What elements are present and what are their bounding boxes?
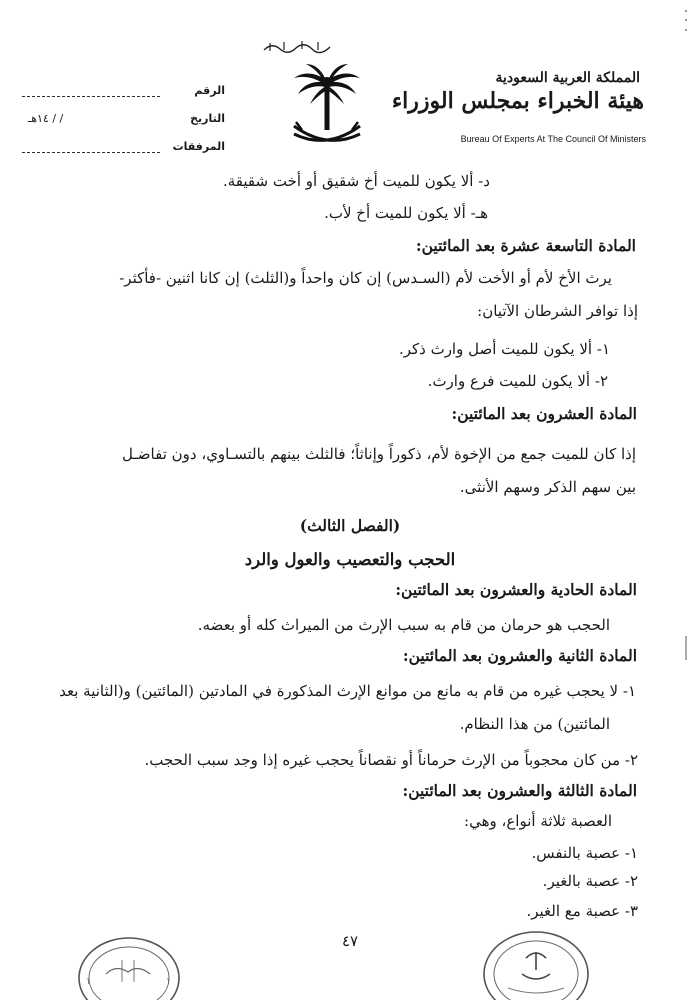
article-219-condition-2: ٢- ألا يكون للميت فرع وارث. xyxy=(427,372,608,390)
attachments-field xyxy=(20,140,225,160)
number-line xyxy=(22,96,160,97)
attachments-line xyxy=(22,152,160,153)
page-number: ٤٧ xyxy=(341,932,359,950)
number-field xyxy=(20,84,225,104)
article-219-condition-1: ١- ألا يكون للميت أصل وارث ذكر. xyxy=(398,340,610,358)
org-name-en: Bureau Of Experts At The Council Of Ministers xyxy=(460,134,646,144)
article-220-heading: المادة العشرون بعد المائتين: xyxy=(451,404,637,423)
article-220-text-2: بين سهم الذكر وسهم الأنثى. xyxy=(459,478,636,496)
article-221-heading: المادة الحادية والعشرون بعد المائتين: xyxy=(395,580,637,599)
clause-d: د- ألا يكون للميت أخ شقيق أو أخت شقيقة. xyxy=(222,172,490,190)
article-222-heading: المادة الثانية والعشرون بعد المائتين: xyxy=(402,646,637,665)
article-222-text-3: ٢- من كان محجوباً من الإرث حرماناً أو نقصاناً يحجب غيره إذا وجد سبب الحجب. xyxy=(144,751,638,769)
stamp-right-icon xyxy=(482,928,590,1000)
date-value: / / ١٤هـ xyxy=(28,112,64,125)
date-field xyxy=(20,112,225,132)
article-221-text: الحجب هو حرمان من قام به سبب الإرث من الميراث كله أو بعضه. xyxy=(197,616,610,634)
margin-mark-icon xyxy=(684,636,688,660)
article-223-item-2: ٢- عصبة بالغير. xyxy=(542,872,638,890)
article-222-text-1: ١- لا يحجب غيره من قام به مانع من موانع الإرث المذكورة في المادتين (المائتين) و(الثانية بعد xyxy=(59,682,636,700)
article-222-text-2: المائتين) من هذا النظام. xyxy=(459,715,610,733)
article-219-text-2: إذا توافر الشرطان الآتيان: xyxy=(477,302,638,320)
svg-text:١: ١ xyxy=(166,977,171,987)
article-223-item-1: ١- عصبة بالنفس. xyxy=(531,844,638,862)
svg-text:١: ١ xyxy=(86,977,91,987)
attachments-label: المرفقات xyxy=(172,140,225,153)
chapter-subtitle: الحجب والتعصيب والعول والرد xyxy=(244,550,456,569)
margin-dots-icon xyxy=(683,8,689,40)
article-219-text-1: يرث الأخ لأم أو الأخت لأم (السـدس) إن كان واحداً و(الثلث) إن كانا اثنين -فأكثر- xyxy=(119,269,612,287)
org-name-ar: هيئة الخبراء بمجلس الوزراء xyxy=(391,88,644,114)
article-223-heading: المادة الثالثة والعشرون بعد المائتين: xyxy=(402,781,637,800)
article-223-item-3: ٣- عصبة مع الغير. xyxy=(526,902,638,920)
article-220-text-1: إذا كان للميت جمع من الإخوة لأم، ذكوراً وإناثاً؛ فالثلث بينهم بالتسـاوي، دون تفاضـل xyxy=(122,445,636,463)
saudi-emblem-icon xyxy=(288,60,366,156)
date-label: التاريخ xyxy=(190,112,225,125)
bismillah-calligraphy-icon xyxy=(262,38,332,54)
number-label: الرقم xyxy=(194,84,225,97)
article-223-text: العصبة ثلاثة أنواع، وهي: xyxy=(464,812,612,830)
article-219-heading: المادة التاسعة عشرة بعد المائتين: xyxy=(415,236,636,255)
chapter-title: (الفصل الثالث) xyxy=(299,516,401,535)
clause-h: هـ- ألا يكون للميت أخ لأب. xyxy=(324,204,488,222)
org-name-ar-top: المملكة العربية السعودية xyxy=(495,70,640,86)
stamp-left-icon xyxy=(76,934,182,1000)
